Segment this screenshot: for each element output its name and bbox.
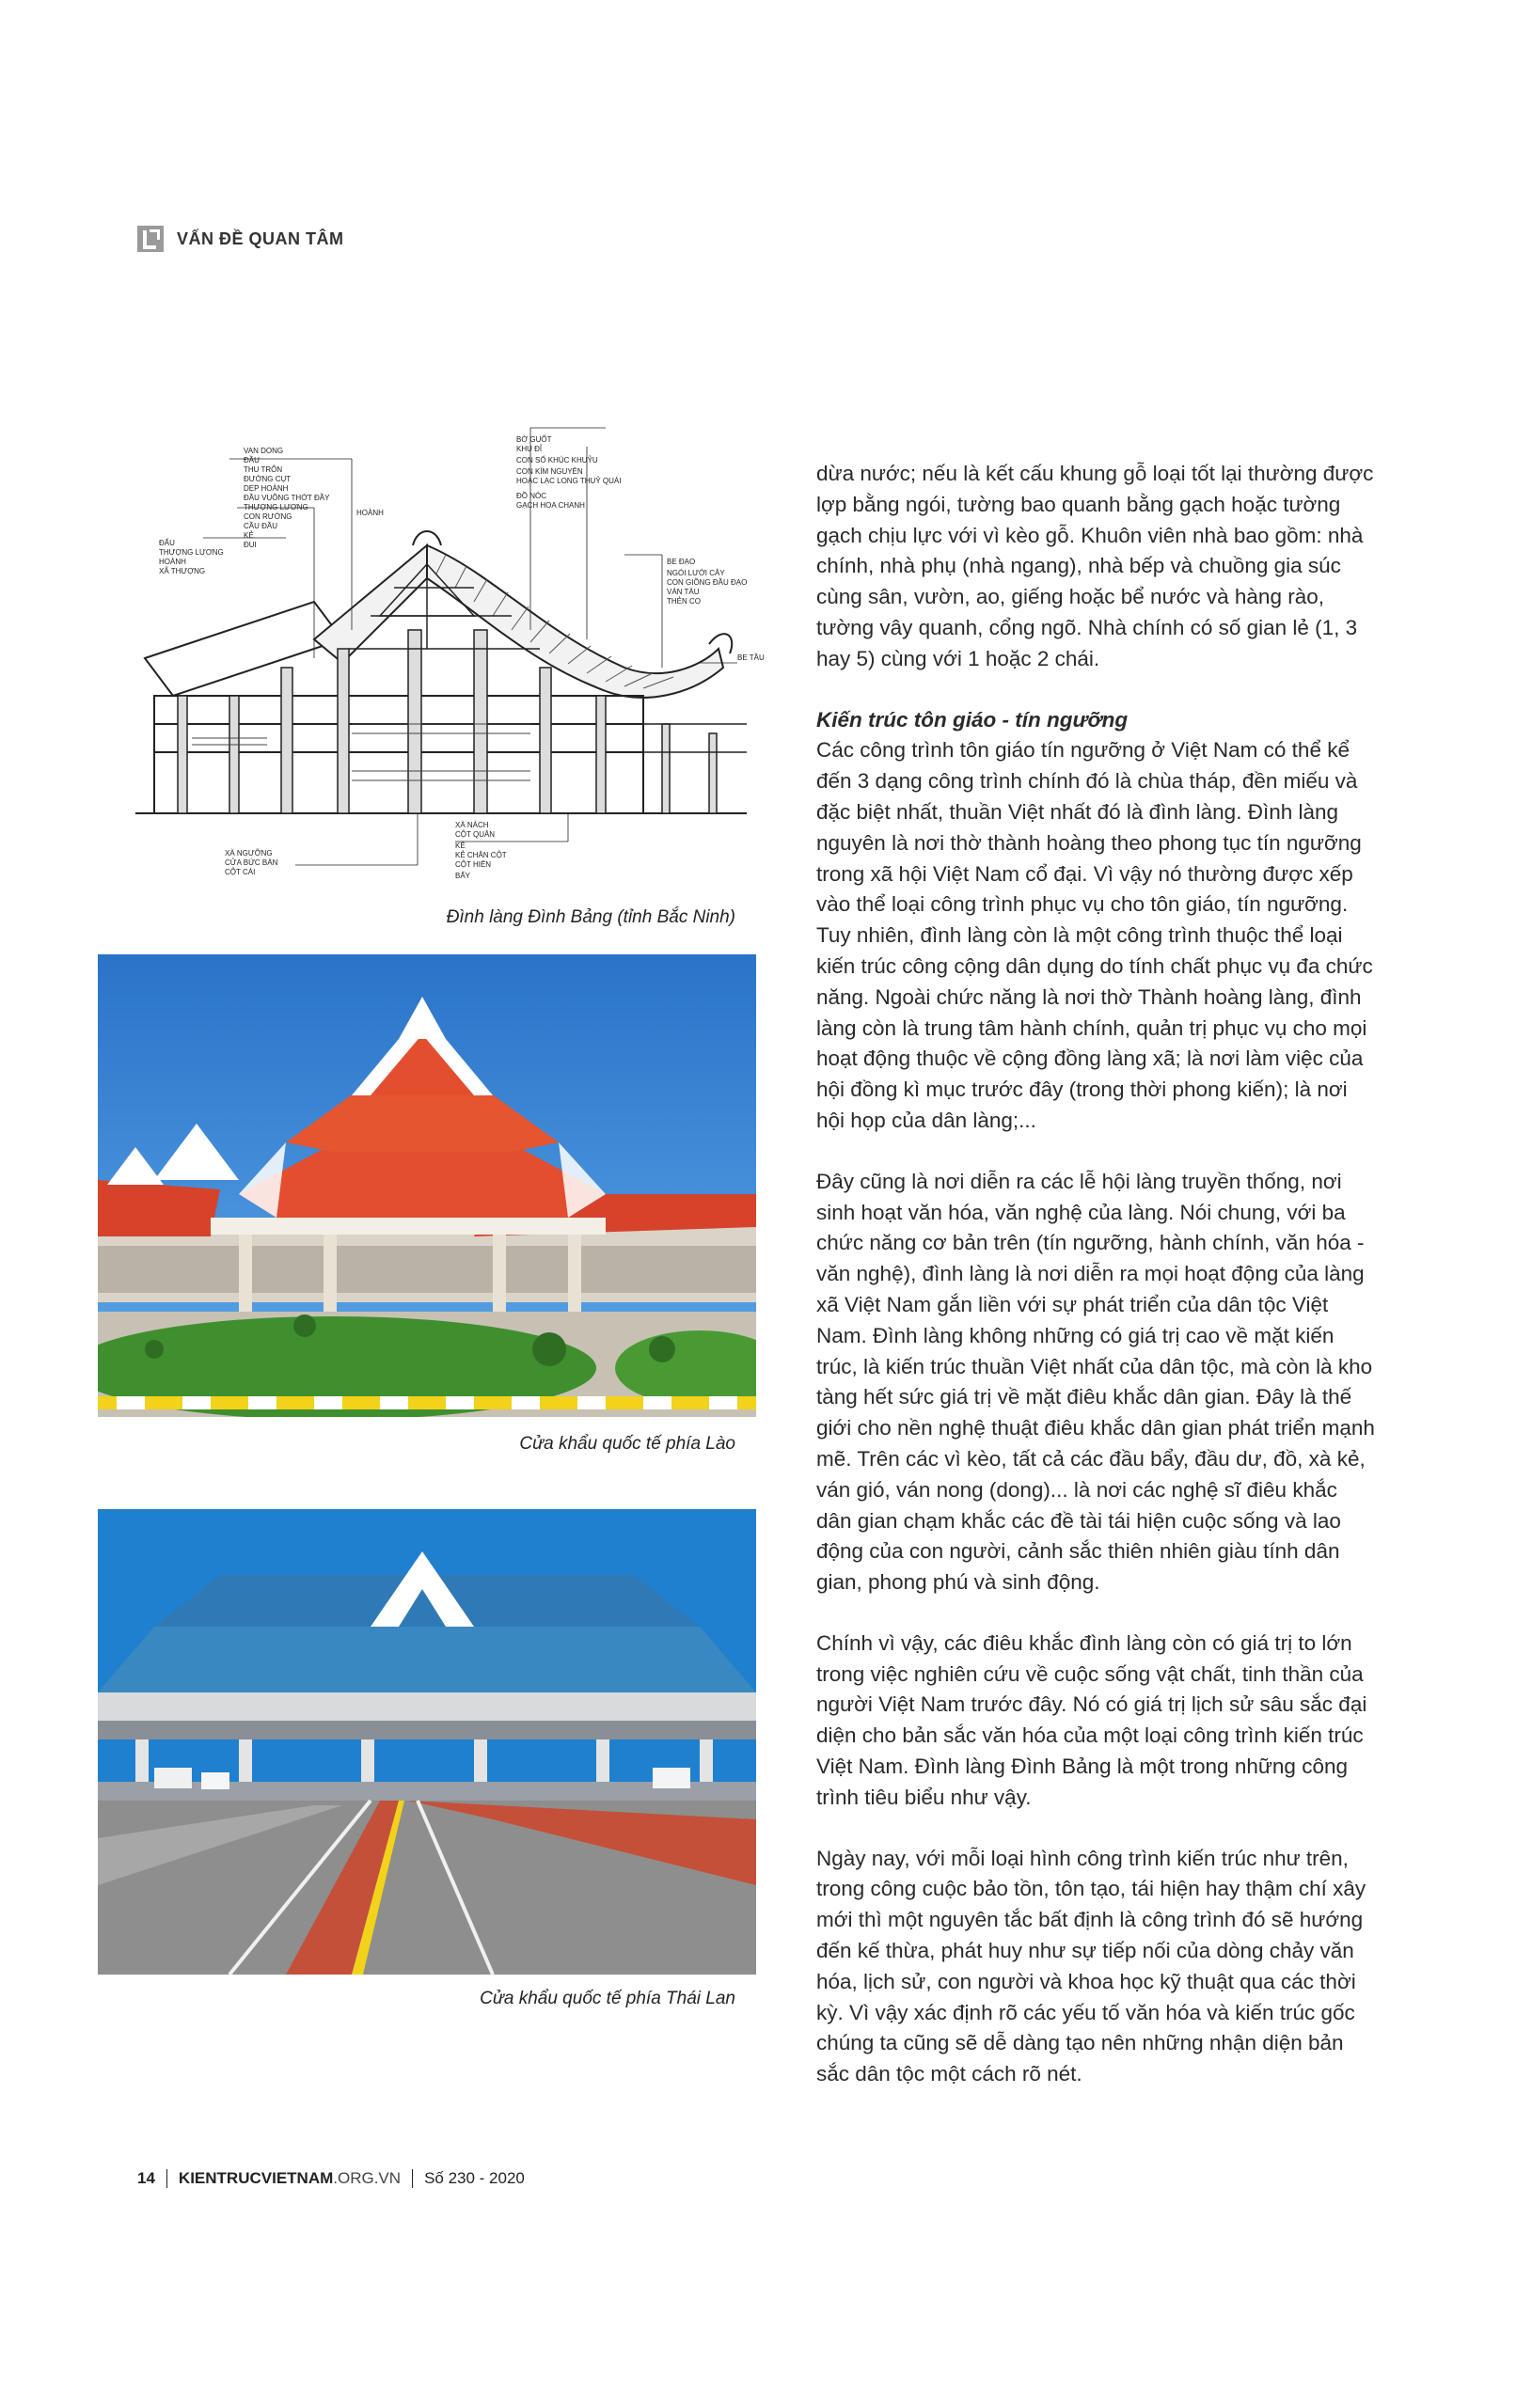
label-con-so: CON SỐ KHÚC KHUỶU xyxy=(516,456,598,464)
section-header xyxy=(137,226,344,252)
label-dau: ĐẦU xyxy=(244,456,260,464)
label-dep-hoanh: DẸP HOÀNH xyxy=(244,484,289,493)
label-thu-tron: THU TRÔN xyxy=(244,465,283,474)
label-then-co: THẺN CO xyxy=(667,597,701,606)
page-footer xyxy=(137,2169,525,2188)
page-number: 14 xyxy=(137,2169,167,2188)
figure2-caption: Cửa khẩu quốc tế phía Lào xyxy=(519,1434,735,1454)
label-thuong-luong-2: THƯỢNG LƯƠNG xyxy=(159,548,224,557)
label-ke-2: KẺ xyxy=(455,842,466,850)
label-xa-nguong: XÀ NGƯỠNG xyxy=(225,849,273,858)
article-paragraph-4: Chính vì vậy, các điêu khắc đình làng còn có giá trị to lớn trong việc nghiên cứu về cuộc sống vật chất, tinh thần của người Việt Nam trước đây. Nó có giá trị lịch sử sâu sắc đại diện cho bản sắc văn hóa của một loại công trình kiến trúc Việt Nam. Đình làng Đình Bảng là một trong những công trình tiêu biểu như vậy. xyxy=(816,1630,1367,1809)
label-do-noc: ĐỒ NÓC xyxy=(516,492,546,500)
label-dui: ĐUI xyxy=(244,541,257,549)
label-cua-buc-ban: CỬA BỨC BÀN xyxy=(225,858,278,867)
label-ngoi-luoi: NGÓI LƯỚI CÂY xyxy=(667,569,725,577)
site-name xyxy=(167,2169,413,2188)
article-column xyxy=(816,459,1376,2120)
label-cot-cai: CỘT CÁI xyxy=(225,868,256,876)
label-bay: BẨY xyxy=(455,872,471,880)
label-dau-vuong: ĐẦU VUÔNG THỚT ĐẦY xyxy=(244,494,330,502)
label-be-dao: BE ĐẠO xyxy=(667,558,696,566)
label-duong-cut: ĐƯỜNG CỤT xyxy=(244,475,292,483)
label-dau-2: ĐẤU xyxy=(159,539,175,547)
label-be-tau: BE TẦU xyxy=(737,653,765,662)
label-xa-thuong: XÃ THƯỢNG xyxy=(159,567,206,575)
issue-number: Số 230 - 2020 xyxy=(424,2169,525,2187)
figure3-caption: Cửa khẩu quốc tế phía Thái Lan xyxy=(480,1989,735,2008)
label-con-giong: CON GIỒNG ĐẦU ĐẠO xyxy=(667,578,748,587)
thailand-border-gate-photo xyxy=(98,1509,756,1975)
label-hoanh: HOÀNH xyxy=(159,558,186,566)
label-gach-hoa: GẠCH HOA CHANH xyxy=(516,501,585,510)
label-hoanh-2: HOÀNH xyxy=(356,509,384,517)
label-thuong-luong: THƯỢNG LƯƠNG xyxy=(244,503,308,512)
site-name-domain: .ORG.VN xyxy=(333,2169,402,2187)
laos-border-gate-photo xyxy=(98,954,756,1417)
article-paragraph-1: dừa nước; nếu là kết cấu khung gỗ loại tốt lại thường được lợp bằng ngói, tường bao quanh bằng gạch hoặc tường gạch chịu lực với vì kèo gỗ. Khuôn viên nhà bao gồm: nhà chính, nhà phụ (nhà ngang), nhà bếp và chuồng gia súc cùng sân, vườn, ao, giếng hoặc bể nước và hàng rào, tường vây quanh, cổng ngõ. Nhà chính có số gian lẻ (1, 3 hay 5) cùng với 1 hoặc 2 chái. xyxy=(816,462,1374,670)
label-con-ruong: CON RƯỜNG xyxy=(244,512,292,521)
section-title: VẤN ĐỀ QUAN TÂM xyxy=(177,228,344,248)
article-paragraph-2: Các công trình tôn giáo tín ngưỡng ở Việt Nam có thể kể đến 3 dạng công trình chính đó là chùa tháp, đền miếu và đặc biệt nhất, thuần Việt nhất đó là đình làng. Đình làng nguyên là nơi thờ thành hoàng theo phong tục tín ngưỡng trong xã hội Việt Nam cổ đại. Vì vậy nó thường được xếp vào thể loại công trình phục vụ cho tôn giáo, tín ngưỡng. Tuy nhiên, đình làng còn là một công trình thuộc thể loại kiến trúc công cộng dân dụng do tính chất phục vụ đa chức năng. Ngoài chức năng là nơi thờ Thành hoàng làng, đình làng còn là trung tâm hành chính, quản trị phục vụ cho mọi hoạt động thuộc về cộng đồng làng xã; là nơi làm việc của hội đồng kì mục trước đây (trong thời phong kiến); là nơi hội họp của dân làng;... xyxy=(816,738,1373,1132)
site-name-bold: KIENTRUCVIETNAM xyxy=(178,2169,334,2187)
label-bo-guot: BỜ GUỐT xyxy=(516,435,552,444)
article-paragraph-5: Ngày nay, với mỗi loại hình công trình kiến trúc như trên, trong công cuộc bảo tồn, tôn tạo, tái hiện hay thậm chí xây mới thì một nguyên tắc bất định là công trình đó sẽ hướng đến kế thừa, phát huy như sự tiếp nối của dòng chảy văn hóa, lịch sử, con người và khoa học kỹ thuật qua các thời kỳ. Vì vậy xác định rõ các yếu tố văn hóa và kiến trúc gốc chúng ta cũng sẽ dễ dàng tạo nên những nhận diện bản sắc dân tộc một cách rõ nét. xyxy=(816,1846,1366,2086)
label-van-dong: VAN DONG xyxy=(244,447,284,455)
label-con-kim: CON KÌM NGUYÊN xyxy=(516,467,583,476)
label-cot-quan: CỘT QUÂN xyxy=(455,830,496,839)
label-cot-hien: CỘT HIÊN xyxy=(455,860,492,869)
article-paragraph-3: Đây cũng là nơi diễn ra các lễ hội làng truyền thống, nơi sinh hoạt văn hóa, văn nghệ của làng. Nói chung, với ba chức năng cơ bản trên (tín ngưỡng, hành chính, văn hóa - văn nghệ), đình làng là nơi diễn ra mọi hoạt động của làng xã Việt Nam gắn liền với sự phát triển của dân tộc Việt Nam. Đình làng không những có giá trị cao về mặt kiến trúc, là kiến trúc thuần Việt nhất của dân tộc, mà còn là kho tàng hết sức giá trị về mặt điêu khắc dân gian. Đây là thế giới cho nền nghệ thuật điêu khắc dân gian phát triển mạnh mẽ. Trên các vì kèo, tất cả các đầu bẩy, đầu dư, đồ, xà kẻ, ván gió, ván nong (dong)... là nơi các nghệ sĩ điêu khắc dân gian chạm khắc các đề tài tái hiện cuộc sống và lao động của con người, cảnh sắc thiên nhiên giàu tính dân gian, phong phú và sinh động. xyxy=(816,1169,1375,1595)
label-khu-di: KHU ĐỈ xyxy=(516,445,543,453)
label-van-tau: VÁN TÀU xyxy=(667,588,700,596)
label-ke: KẺ xyxy=(244,531,254,540)
article-heading: Kiến trúc tôn giáo - tín ngưỡng xyxy=(816,707,1129,732)
figure1-caption: Đình làng Đình Bảng (tỉnh Bắc Ninh) xyxy=(446,907,735,927)
label-xa-nach: XÀ NÁCH xyxy=(455,821,489,829)
dinh-bang-section-drawing xyxy=(98,414,775,903)
label-hoac-lac: HOẠC LẠC LONG THUỶ QUÁI xyxy=(516,477,622,485)
label-ke-chan-cot: KẺ CHÂN CỘT xyxy=(455,851,507,859)
label-cau-dau: CẦU ĐẦU xyxy=(244,522,278,530)
section-logo-icon xyxy=(137,226,164,252)
